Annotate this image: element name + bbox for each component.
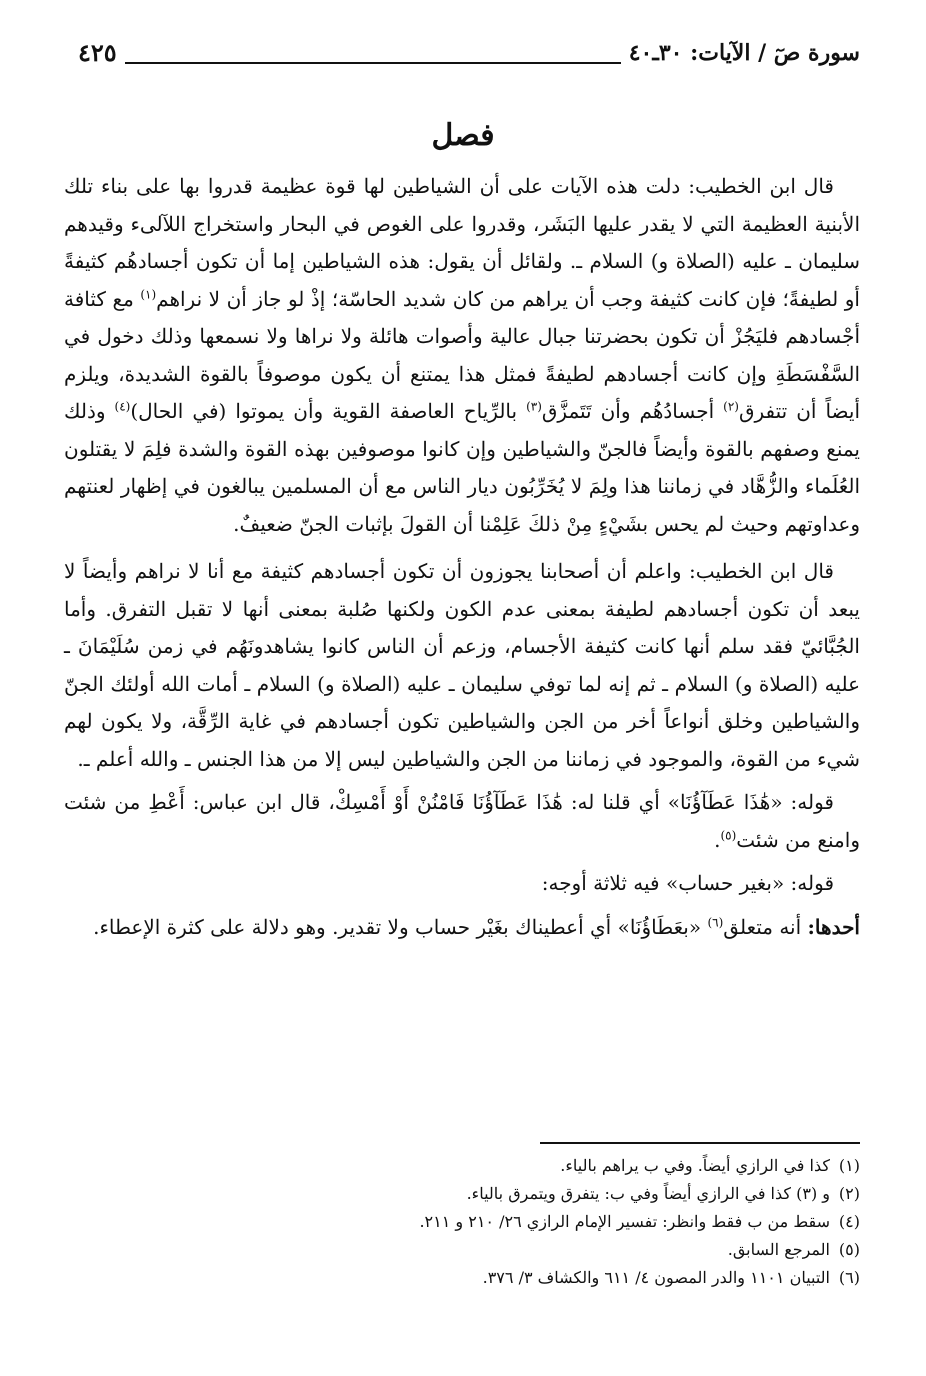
- body-text: [64, 168, 860, 952]
- section-heading: فصل: [431, 118, 495, 153]
- paragraph-text: قوله: «هَٰذَا عَطَآؤُنَا» أي قلنا له: هَٰذَا عَطَآؤُنَا فَامْنُنْ أَوْ أَمْسِكْ، قال ابن عباس: أَعْطِ من شئت وامنع من شئت: [64, 790, 860, 852]
- footnote-ref: (٥): [720, 827, 737, 842]
- paragraph-text: أجسادُهُم وأن تَتَمزَّق: [541, 399, 724, 423]
- page-number: ٤٢٥: [78, 38, 125, 67]
- footnote-number: (٢): [838, 1184, 860, 1203]
- footnote-ref: (٦): [707, 914, 724, 929]
- footnote-ref: (٤): [114, 399, 131, 414]
- footnote-number: (١): [838, 1156, 860, 1175]
- footnote-number: (٤): [838, 1212, 860, 1231]
- footnote-number: (٦): [838, 1268, 860, 1287]
- footnote-ref: (١): [140, 286, 157, 301]
- paragraph-2: [64, 553, 860, 778]
- footnote-ref: (٣): [526, 399, 542, 414]
- footnote-item: [64, 1152, 860, 1180]
- footnote-text: كذا في الرازي أيضاً. وفي ب يراهم بالياء.: [560, 1156, 830, 1175]
- footnote-ref: (٢): [723, 399, 739, 414]
- running-header: [78, 36, 860, 72]
- paragraph-text: وذلك يمنع وصفهم بالقوة وأيضاً فالجنّ والشياطين وإن كانوا موصوفين بهذه القوة والشدة فلِمَ لا يقتلون العُلَماء والزُّهَّاد في زماننا هذا ولِمَ لا يُخَرِّبُون ديار الناس مع أن المسلمين يبالغون في إظهار لعنتهم وعداوتهم وحيث لم يحس بشَيْءٍ مِنْ ذلكَ عَلِمْنا أن القولَ بإثبات الجنّ ضعيفٌ.: [64, 399, 860, 536]
- footnote-number: (٥): [838, 1240, 860, 1259]
- paragraph-text: مع كثافة أجْسادهم فليَجُزْ أن تكون بحضرتنا جبال عالية وأصوات هائلة ولا نراها ولا نسمعها وذلك دخول في السَّفْسَطَةِ وإن كانت أجسادهم لطيفةً فمثل هذا يمتنع أن يكون موصوفاً بالقوة الشديدة، ويلزم أيضاً أن تتفرق: [64, 286, 861, 423]
- footnote-text: و (٣) كذا في الرازي أيضاً وفي ب: يتفرق ويتمرق بالياء.: [466, 1184, 830, 1203]
- footnote-item: [64, 1236, 860, 1264]
- paragraph-text: قوله: «بغير حساب» فيه ثلاثة أوجه:: [541, 871, 834, 895]
- header-title: سورة صٓ / الآيات: ٣٠ـ٤٠: [621, 40, 860, 66]
- footnote-item: [64, 1180, 860, 1208]
- paragraph-text: «بعَطَاؤُنَا» أي أعطيناك بغَيْر حساب ولا تقدير. وهو دلالة على كثرة الإعطاء.: [93, 914, 708, 939]
- paragraph-4: [64, 865, 860, 903]
- footnote-item: [64, 1264, 860, 1292]
- paragraph-lead: أحدها:: [807, 914, 860, 939]
- paragraph-5: [64, 909, 860, 947]
- paragraph-text: .: [714, 827, 721, 852]
- footnote-item: [64, 1208, 860, 1236]
- paragraph-3: [64, 784, 860, 859]
- paragraph-text: بالرِّياح العاصفة القوية وأن يموتوا (في الحال): [130, 399, 527, 423]
- footnote-text: المرجع السابق.: [727, 1240, 830, 1259]
- footnote-rule: [540, 1142, 860, 1144]
- footnote-text: سقط من ب فقط وانظر: تفسير الإمام الرازي ٢٦/ ٢١٠ و ٢١١.: [419, 1212, 830, 1231]
- paragraph-text: أنه متعلق: [723, 914, 808, 939]
- footnotes: [64, 1152, 860, 1292]
- paragraph-text: قال ابن الخطيب: واعلم أن أصحابنا يجوزون أن تكون أجسادهم كثيفة مع أنا لا نراهم وأيضاً لا يبعد أن تكون أجسادهم لطيفة بمعنى عدم الكون ولكنها صُلبة بمعنى أنها لا تقبل التفرق. وأما الجُبَّائيّ فقد سلم أنها كانت كثيفة الأجسام، وزعم أن الناس كانوا يشاهدونَهُم في زمن سُلَيْمَانَ ـ عليه (الصلاة و) السلام ـ ثم إنه لما توفي سليمان ـ عليه (الصلاة و) السلام ـ أمات الله أولئك الجنّ والشياطين وخلق أنواعاً أخر من الجن والشياطين تكون أجسادهم في غاية الرِّقَّة، ولا يكون لهم شيء من القوة، والموجود في زماننا من الجن والشياطين ليس إلا من هذا الجنس ـ والله أعلم ـ.: [64, 559, 860, 771]
- paragraph-1: [64, 168, 860, 543]
- footnote-text: التبيان ١١٠١ والدر المصون ٤/ ٦١١ والكشاف ٣/ ٣٧٦.: [482, 1268, 830, 1287]
- paragraph-text: قال ابن الخطيب: دلت هذه الآيات على أن الشياطين لها قوة عظيمة قدروا بها على بناء تلك الأبنية العظيمة التي لا يقدر عليها البَشَر، وقدروا على الغوص في البحار واستخراج اللآلىء وقيدهم سليمان ـ عليه (الصلاة و) السلام ـ. ولقائل أن يقول: هذه الشياطين إما أن تكون أجسادهُم كثيفةً أو لطيفةً؛ فإن كانت كثيفة وجب أن يراهم من كان شديد الحاسّة؛ إذْ لو جاز أن لا نراهم: [64, 174, 860, 311]
